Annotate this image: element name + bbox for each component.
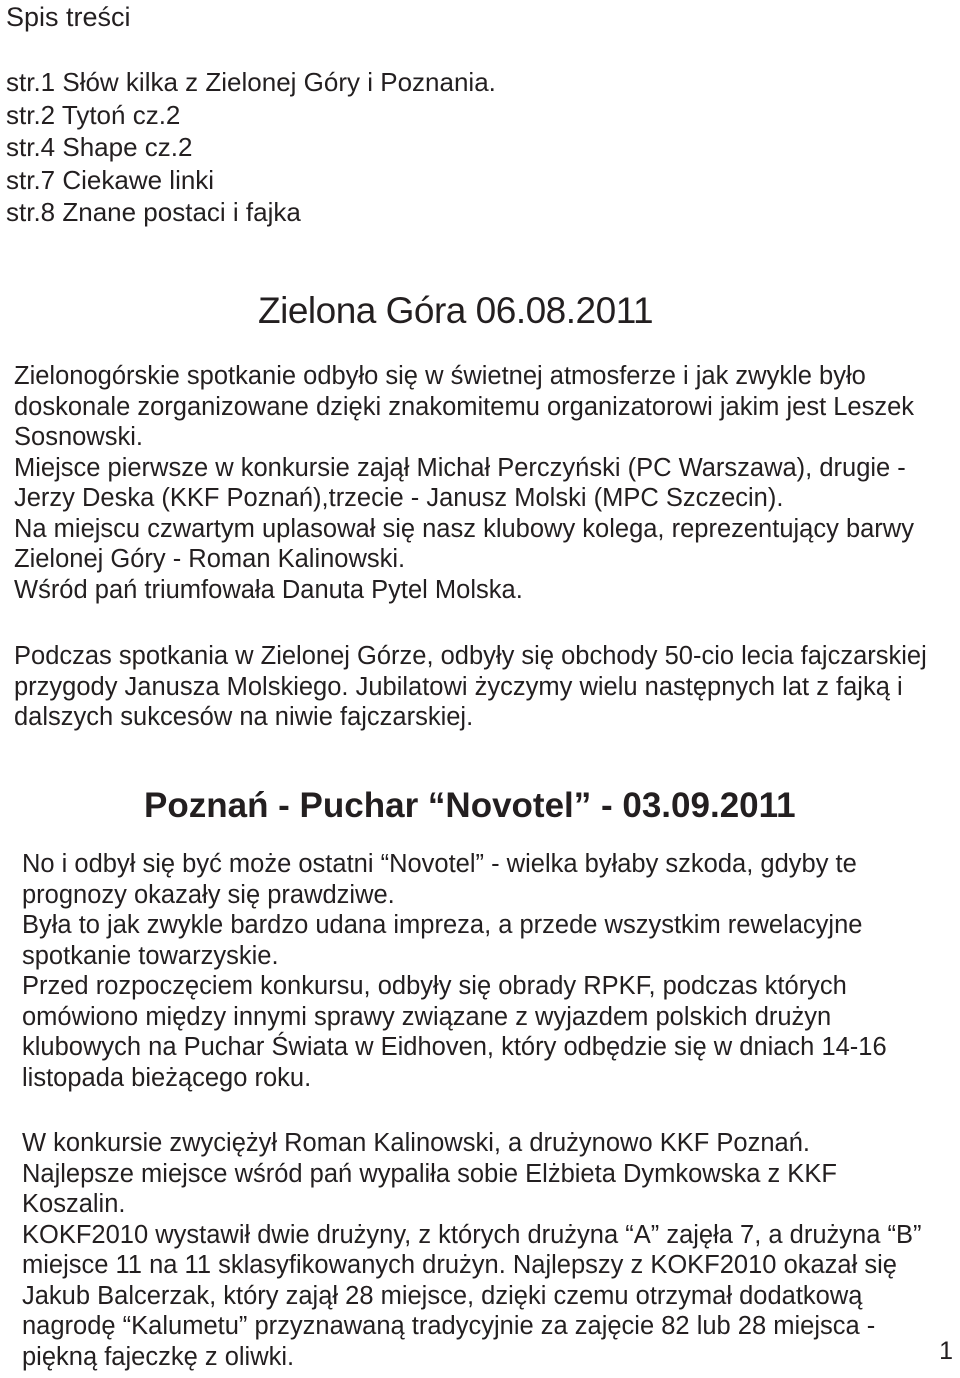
paragraph-sentence: Miejsce pierwsze w konkursie zajął Michał Perczyński (PC Warszawa), drugie - Jerzy Deska (KKF Poznań),trzecie - Janusz Molski (MPC Szczecin). <box>14 453 906 512</box>
toc-item: str.8 Znane postaci i fajka <box>6 197 301 227</box>
paragraph-sentence: Na miejscu czwartym uplasował się nasz klubowy kolega, reprezentujący barwy Zielonej Góry - Roman Kalinowski. <box>14 514 914 573</box>
section-title-poznan: Poznań - Puchar “Novotel” - 03.09.2011 <box>144 786 796 825</box>
toc-title: Spis treści <box>6 2 131 32</box>
section2-paragraph1 <box>22 849 947 1093</box>
toc-item: str.4 Shape cz.2 <box>6 132 193 162</box>
section-title-zielona-gora: Zielona Góra 06.08.2011 <box>258 290 654 331</box>
paragraph-sentence: Najlepsze miejsce wśród pań wypaliła sobie Elżbieta Dymkowska z KKF Koszalin. <box>22 1159 837 1218</box>
section1-paragraph1 <box>14 361 954 605</box>
paragraph-sentence: Przed rozpoczęciem konkursu, odbyły się obrady RPKF, podczas których omówiono między innymi sprawy związane z wyjazdem polskich drużyn klubowych na Puchar Świata w Eidhoven, który odbędzie się w dniach 14-16 listopada bieżącego roku. <box>22 972 887 1092</box>
toc-list <box>6 66 496 229</box>
paragraph-sentence: No i odbył się być może ostatni “Novotel” - wielka byłaby szkoda, gdyby te prognozy okazały się prawdziwe. <box>22 850 857 909</box>
paragraph-sentence: Była to jak zwykle bardzo udana impreza, a przede wszystkim rewelacyjne spotkanie towarzyskie. <box>22 911 863 970</box>
section2-paragraph2 <box>22 1128 942 1372</box>
toc-item: str.1 Słów kilka z Zielonej Góry i Poznania. <box>6 67 496 97</box>
paragraph-sentence: Zielonogórskie spotkanie odbyło się w świetnej atmosferze i jak zwykle było doskonale zorganizowane dzięki znakomitemu organizatorowi jakim jest Leszek Sosnowski. <box>14 362 915 451</box>
paragraph-sentence: Podczas spotkania w Zielonej Górze, odbyły się obchody 50-cio lecia fajczarskiej przygody Janusza Molskiego. Jubilatowi życzymy wielu następnych lat z fajką i dalszych sukcesów na niwie fajczarskiej. <box>14 642 927 731</box>
paragraph-sentence: W konkursie zwyciężył Roman Kalinowski, a drużynowo KKF Poznań. <box>22 1129 810 1157</box>
toc-item: str.2 Tytoń cz.2 <box>6 99 181 130</box>
section1-paragraph2 <box>14 641 954 733</box>
toc-item: str.7 Ciekawe linki <box>6 164 215 195</box>
paragraph-sentence: Wśród pań triumfowała Danuta Pytel Molska. <box>14 575 523 604</box>
paragraph-sentence: KOKF2010 wystawił dwie drużyny, z których drużyna “A” zajęła 7, a drużyna “B” miejsce 11 na 11 sklasyfikowanych drużyn. Najlepszy z KOKF2010 okazał się Jakub Balcerzak, który zajął 28 miejsce, dzięki czemu otrzymał dodatkową nagrodę “Kalumetu” przyznawaną tradycyjnie za zajęcie 82 lub 28 miejsca - piękną fajeczkę z oliwki. <box>22 1220 922 1371</box>
page-number: 1 <box>939 1337 953 1365</box>
